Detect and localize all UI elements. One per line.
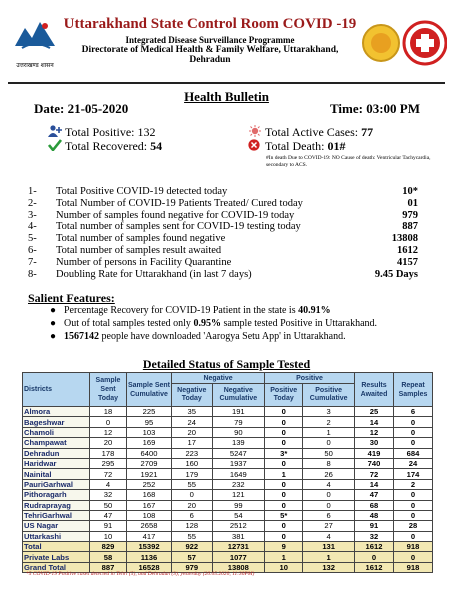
nhm-logos	[361, 14, 447, 72]
value-cell: 0	[172, 490, 213, 500]
header	[0, 14, 453, 74]
value-cell: 1937	[212, 458, 265, 468]
district-cell: Almora	[23, 407, 90, 417]
value-cell: 16528	[127, 562, 172, 572]
value-cell: 0	[394, 417, 433, 427]
item-text: Total number of samples found negative	[56, 233, 226, 245]
bullet-icon: ●	[50, 305, 57, 316]
bulletin-date: Date: 21-05-2020	[34, 101, 129, 116]
value-cell: 99	[212, 500, 265, 510]
value-cell: 0	[303, 438, 355, 448]
value-cell: 0	[355, 552, 394, 562]
salient-pre: Out of total samples tested only	[64, 318, 194, 329]
value-cell: 10	[265, 562, 303, 572]
value-cell: 0	[394, 531, 433, 541]
value-cell: 58	[90, 552, 127, 562]
value-cell: 95	[127, 417, 172, 427]
uttarakhand-govt-logo	[10, 16, 60, 69]
district-cell: TehriGarhwal	[23, 510, 90, 520]
value-cell: 72	[90, 469, 127, 479]
table-row	[23, 531, 433, 541]
value-cell: 168	[127, 490, 172, 500]
value-cell: 0	[265, 531, 303, 541]
table-row	[23, 510, 433, 520]
col-negative-today: Negative Today	[172, 384, 213, 407]
directorate-line: Directorate of Medical Health & Family Welfare, Uttarakhand, Dehradun	[81, 45, 339, 65]
value-cell: 5*	[265, 510, 303, 520]
value-cell: 91	[90, 521, 127, 531]
value-cell: 1	[265, 552, 303, 562]
col-group-positive: Positive	[265, 373, 355, 384]
value-cell: 174	[394, 469, 433, 479]
value-cell: 26	[303, 469, 355, 479]
value-cell: 223	[172, 448, 213, 458]
item-number: 4-	[28, 221, 37, 233]
death-note: #In death Due to COVID-19: NO Cause of death: Ventricular Tachycardia, secondary to ACS.	[266, 155, 431, 168]
item-text: Number of samples found negative for COVID-19 today	[56, 209, 295, 221]
table-title: Detailed Status of Sample Tested	[142, 357, 311, 371]
value-cell: 829	[90, 542, 127, 552]
col-negative-cumulative: Negative Cumulative	[212, 384, 265, 407]
value-cell: 1	[303, 552, 355, 562]
item-text: Total Number of COVID-19 Patients Treated/ Cured today	[56, 197, 303, 209]
item-value: 979	[402, 209, 418, 221]
district-cell: Dehradun	[23, 448, 90, 458]
value-cell: 0	[265, 427, 303, 437]
district-cell: Rudraprayag	[23, 500, 90, 510]
value-cell: 1077	[212, 552, 265, 562]
item-value: 01	[407, 197, 418, 209]
value-cell: 14	[355, 417, 394, 427]
control-room-title: Uttarakhand State Control Room COVID -19	[63, 16, 357, 32]
col-group-negative: Negative	[172, 373, 265, 384]
value-cell: 179	[172, 469, 213, 479]
value-cell: 108	[127, 510, 172, 520]
value-cell: 12731	[212, 542, 265, 552]
value-cell: 0	[394, 490, 433, 500]
value-cell: 191	[212, 407, 265, 417]
item-text: Total Positive COVID-19 detected today	[56, 186, 228, 197]
district-cell: Uttarkashi	[23, 531, 90, 541]
value-cell: 2658	[127, 521, 172, 531]
value-cell: 381	[212, 531, 265, 541]
stat-total-positive: Total Positive: 132	[48, 125, 156, 141]
value-cell: 2	[394, 479, 433, 489]
district-cell: US Nagar	[23, 521, 90, 531]
value-cell: 0	[265, 500, 303, 510]
value-cell: 1	[265, 469, 303, 479]
recovered-value: 54	[150, 139, 163, 153]
value-cell: 55	[172, 531, 213, 541]
logo-caption: उत्तराखण्ड शासन	[16, 62, 54, 69]
district-cell: Pithoragarh	[23, 490, 90, 500]
value-cell: 0	[265, 438, 303, 448]
value-cell: 128	[172, 521, 213, 531]
table-row	[23, 448, 433, 458]
value-cell: 1	[303, 427, 355, 437]
salient-features	[50, 305, 450, 344]
table-row	[23, 458, 433, 468]
value-cell: 0	[394, 552, 433, 562]
value-cell: 121	[212, 490, 265, 500]
value-cell: 0	[265, 479, 303, 489]
value-cell: 3*	[265, 448, 303, 458]
value-cell: 132	[303, 562, 355, 572]
district-cell: Chamoli	[23, 427, 90, 437]
value-cell: 740	[355, 458, 394, 468]
value-cell: 139	[212, 438, 265, 448]
bulletin-item	[28, 269, 418, 281]
table-row	[23, 469, 433, 479]
footnote: *5 COVID-19 Positive cases detected in Tehri (5), and Dehradun (3), yesterday (20.05.2020, 11:30PM)	[26, 571, 255, 577]
item-number: 8-	[28, 268, 37, 280]
value-cell: 9	[265, 542, 303, 552]
value-cell: 178	[90, 448, 127, 458]
salient-post: sample tested Positive in Uttarakhand.	[220, 318, 378, 329]
cross-circle-icon	[248, 139, 262, 155]
item-value: 13808	[391, 233, 418, 245]
stat-active-cases: Total Active Cases: 77	[248, 125, 373, 141]
item-value: 10*	[402, 186, 418, 197]
col-positive-today: Positive Today	[265, 384, 303, 407]
value-cell: 72	[355, 469, 394, 479]
value-cell: 252	[127, 479, 172, 489]
value-cell: 24	[394, 458, 433, 468]
value-cell: 2512	[212, 521, 265, 531]
item-value: 1612	[397, 244, 418, 256]
value-cell: 167	[127, 500, 172, 510]
value-cell: 0	[303, 500, 355, 510]
value-cell: 12	[90, 427, 127, 437]
table-row	[23, 500, 433, 510]
value-cell: 54	[212, 510, 265, 520]
district-cell: Grand Total	[23, 562, 90, 572]
district-cell: PauriGarhwal	[23, 479, 90, 489]
salient-item	[50, 331, 450, 344]
value-cell: 8	[303, 458, 355, 468]
summary-row	[23, 552, 433, 562]
district-cell: Total	[23, 542, 90, 552]
value-cell: 14	[355, 479, 394, 489]
value-cell: 32	[355, 531, 394, 541]
item-number: 5-	[28, 233, 37, 245]
col-positive-cumulative: Positive Cumulative	[303, 384, 355, 407]
bullet-icon: ●	[50, 331, 57, 342]
item-text: Number of persons in Facility Quarantine	[56, 256, 232, 268]
item-number: 1-	[28, 186, 37, 197]
value-cell: 25	[355, 407, 394, 417]
salient-bold: 1567142	[64, 331, 99, 342]
col-districts: Districts	[23, 373, 90, 407]
value-cell: 5247	[212, 448, 265, 458]
value-cell: 0	[265, 490, 303, 500]
summary-row	[23, 542, 433, 552]
programme-subtitle: Integrated Disease Surveillance Programme	[125, 35, 295, 45]
table-row	[23, 490, 433, 500]
item-value: 887	[402, 221, 418, 233]
value-cell: 32	[90, 490, 127, 500]
bulletin-item	[28, 257, 418, 269]
value-cell: 922	[172, 542, 213, 552]
value-cell: 232	[212, 479, 265, 489]
value-cell: 20	[90, 438, 127, 448]
value-cell: 12	[355, 427, 394, 437]
value-cell: 1136	[127, 552, 172, 562]
bulletin-item	[28, 233, 418, 245]
value-cell: 57	[172, 552, 213, 562]
bulletin-item	[28, 210, 418, 222]
value-cell: 103	[127, 427, 172, 437]
value-cell: 91	[355, 521, 394, 531]
salient-post: people have downloaded 'Aarogya Setu App' in Uttarakhand.	[99, 331, 346, 342]
value-cell: 0	[265, 458, 303, 468]
value-cell: 17	[172, 438, 213, 448]
stat-total-death: Total Death: 01#	[248, 139, 345, 155]
value-cell: 295	[90, 458, 127, 468]
value-cell: 48	[355, 510, 394, 520]
value-cell: 50	[90, 500, 127, 510]
stat-total-recovered: Total Recovered: 54	[48, 139, 162, 155]
value-cell: 27	[303, 521, 355, 531]
bulletin-item	[28, 198, 418, 210]
value-cell: 28	[394, 521, 433, 531]
value-cell: 0	[303, 490, 355, 500]
value-cell: 4	[90, 479, 127, 489]
bullet-icon: ●	[50, 318, 57, 329]
date-time-line	[34, 101, 420, 117]
value-cell: 6	[172, 510, 213, 520]
col-sent-cumulative: Sample Sent Cumulative	[127, 373, 172, 407]
value-cell: 47	[90, 510, 127, 520]
value-cell: 15392	[127, 542, 172, 552]
value-cell: 79	[212, 417, 265, 427]
item-value: 9.45 Days	[374, 268, 418, 280]
district-cell: Nainital	[23, 469, 90, 479]
active-value: 77	[361, 125, 374, 139]
value-cell: 6	[394, 407, 433, 417]
value-cell: 684	[394, 448, 433, 458]
item-number: 6-	[28, 244, 37, 256]
district-cell: Champawat	[23, 438, 90, 448]
value-cell: 68	[355, 500, 394, 510]
item-number: 3-	[28, 209, 37, 221]
value-cell: 4	[303, 531, 355, 541]
district-cell: Private Labs	[23, 552, 90, 562]
value-cell: 1649	[212, 469, 265, 479]
value-cell: 6	[303, 510, 355, 520]
value-cell: 50	[303, 448, 355, 458]
value-cell: 1921	[127, 469, 172, 479]
value-cell: 4	[303, 479, 355, 489]
value-cell: 918	[394, 542, 433, 552]
col-repeat-samples: Repeat Samples	[394, 373, 433, 407]
item-text: Doubling Rate for Uttarakhand (in last 7 days)	[56, 268, 252, 280]
item-number: 2-	[28, 197, 37, 209]
value-cell: 90	[212, 427, 265, 437]
value-cell: 47	[355, 490, 394, 500]
bulletin-item	[28, 186, 418, 198]
value-cell: 1612	[355, 562, 394, 572]
value-cell: 10	[90, 531, 127, 541]
value-cell: 169	[127, 438, 172, 448]
value-cell: 417	[127, 531, 172, 541]
value-cell: 887	[90, 562, 127, 572]
value-cell: 0	[265, 417, 303, 427]
salient-bold: 40.91%	[298, 305, 331, 316]
salient-pre: Percentage Recovery for COVID-19 Patient in the state is	[64, 305, 299, 316]
bulletin-items	[28, 186, 418, 280]
value-cell: 0	[394, 438, 433, 448]
table-row	[23, 407, 433, 417]
value-cell: 18	[90, 407, 127, 417]
death-value: 01#	[327, 139, 346, 153]
sample-status-table	[22, 372, 433, 573]
value-cell: 225	[127, 407, 172, 417]
value-cell: 20	[172, 500, 213, 510]
item-text: Total number of samples result awaited	[56, 244, 222, 256]
district-cell: Haridwar	[23, 458, 90, 468]
salient-item	[50, 305, 450, 318]
value-cell: 6400	[127, 448, 172, 458]
value-cell: 0	[394, 427, 433, 437]
table-row	[23, 479, 433, 489]
checkmark-icon	[48, 139, 62, 155]
positive-value: 132	[137, 125, 156, 139]
value-cell: 0	[265, 521, 303, 531]
value-cell: 20	[172, 427, 213, 437]
table-row	[23, 417, 433, 427]
item-value: 4157	[397, 256, 418, 268]
salient-bold: 0.95%	[193, 318, 221, 329]
bulletin-item	[28, 221, 418, 233]
item-number: 7-	[28, 256, 37, 268]
value-cell: 131	[303, 542, 355, 552]
value-cell: 1612	[355, 542, 394, 552]
table-row	[23, 427, 433, 437]
table-row	[23, 521, 433, 531]
value-cell: 2	[303, 417, 355, 427]
salient-title: Salient Features:	[28, 291, 115, 305]
value-cell: 0	[394, 500, 433, 510]
value-cell: 55	[172, 479, 213, 489]
value-cell: 0	[394, 510, 433, 520]
value-cell: 30	[355, 438, 394, 448]
value-cell: 2709	[127, 458, 172, 468]
item-text: Total number of samples sent for COVID-19 testing today	[56, 221, 301, 233]
value-cell: 979	[172, 562, 213, 572]
value-cell: 0	[90, 417, 127, 427]
value-cell: 419	[355, 448, 394, 458]
district-cell: Bageshwar	[23, 417, 90, 427]
value-cell: 13808	[212, 562, 265, 572]
header-titles	[60, 16, 360, 65]
table-row	[23, 438, 433, 448]
value-cell: 3	[303, 407, 355, 417]
col-results-awaited: Results Awaited	[355, 373, 394, 407]
bulletin-time: Time: 03:00 PM	[329, 101, 420, 116]
bulletin-item	[28, 245, 418, 257]
value-cell: 918	[394, 562, 433, 572]
value-cell: 160	[172, 458, 213, 468]
salient-item	[50, 318, 450, 331]
value-cell: 0	[265, 407, 303, 417]
value-cell: 24	[172, 417, 213, 427]
value-cell: 35	[172, 407, 213, 417]
col-sent-today: Sample Sent Today	[90, 373, 127, 407]
bulletin-title: Health Bulletin	[184, 89, 269, 104]
header-divider	[8, 82, 445, 84]
